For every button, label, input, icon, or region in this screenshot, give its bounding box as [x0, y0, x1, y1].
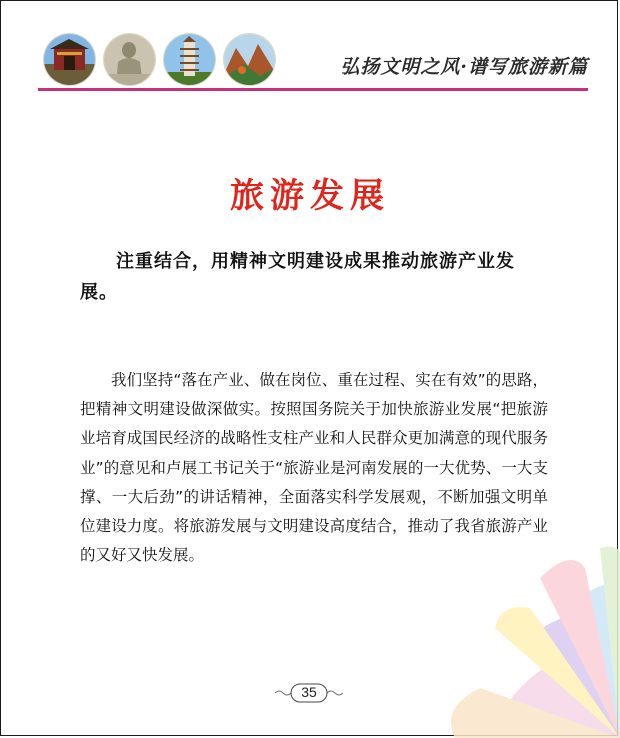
- pagoda-photo: [164, 34, 215, 85]
- body-paragraph: 我们坚持“落在产业、做在岗位、重在过程、实在有效”的思路，把精神文明建设做深做实。按照国务院关于加快旅游业发展“把旅游业培育成国民经济的战略性支柱产业和人民群众更加满意的现代服务业”的意见和卢展工书记关于“旅游业是河南发展的一大优势、一大支撑、一大后劲”的讲话精神，全面落实科学发展观，不断加强文明单位建设力度。将旅游发展与文明建设高度结合，推动了我省旅游产业的又好又快发展。: [80, 371, 548, 565]
- mountain-scenery-photo: [224, 34, 275, 85]
- header-slogan: 弘扬文明之风·谱写旅游新篇: [340, 56, 588, 78]
- header-photos: [44, 34, 275, 85]
- lead-paragraph: 注重结合，用精神文明建设成果推动旅游产业发展。: [80, 251, 515, 303]
- page-number-badge: [275, 683, 343, 703]
- temple-gate-photo: [44, 34, 95, 85]
- header-rule: [38, 88, 588, 91]
- page-number: 35: [301, 684, 317, 700]
- page-title: 旅游发展: [230, 176, 390, 216]
- stone-buddha-photo: [104, 34, 155, 85]
